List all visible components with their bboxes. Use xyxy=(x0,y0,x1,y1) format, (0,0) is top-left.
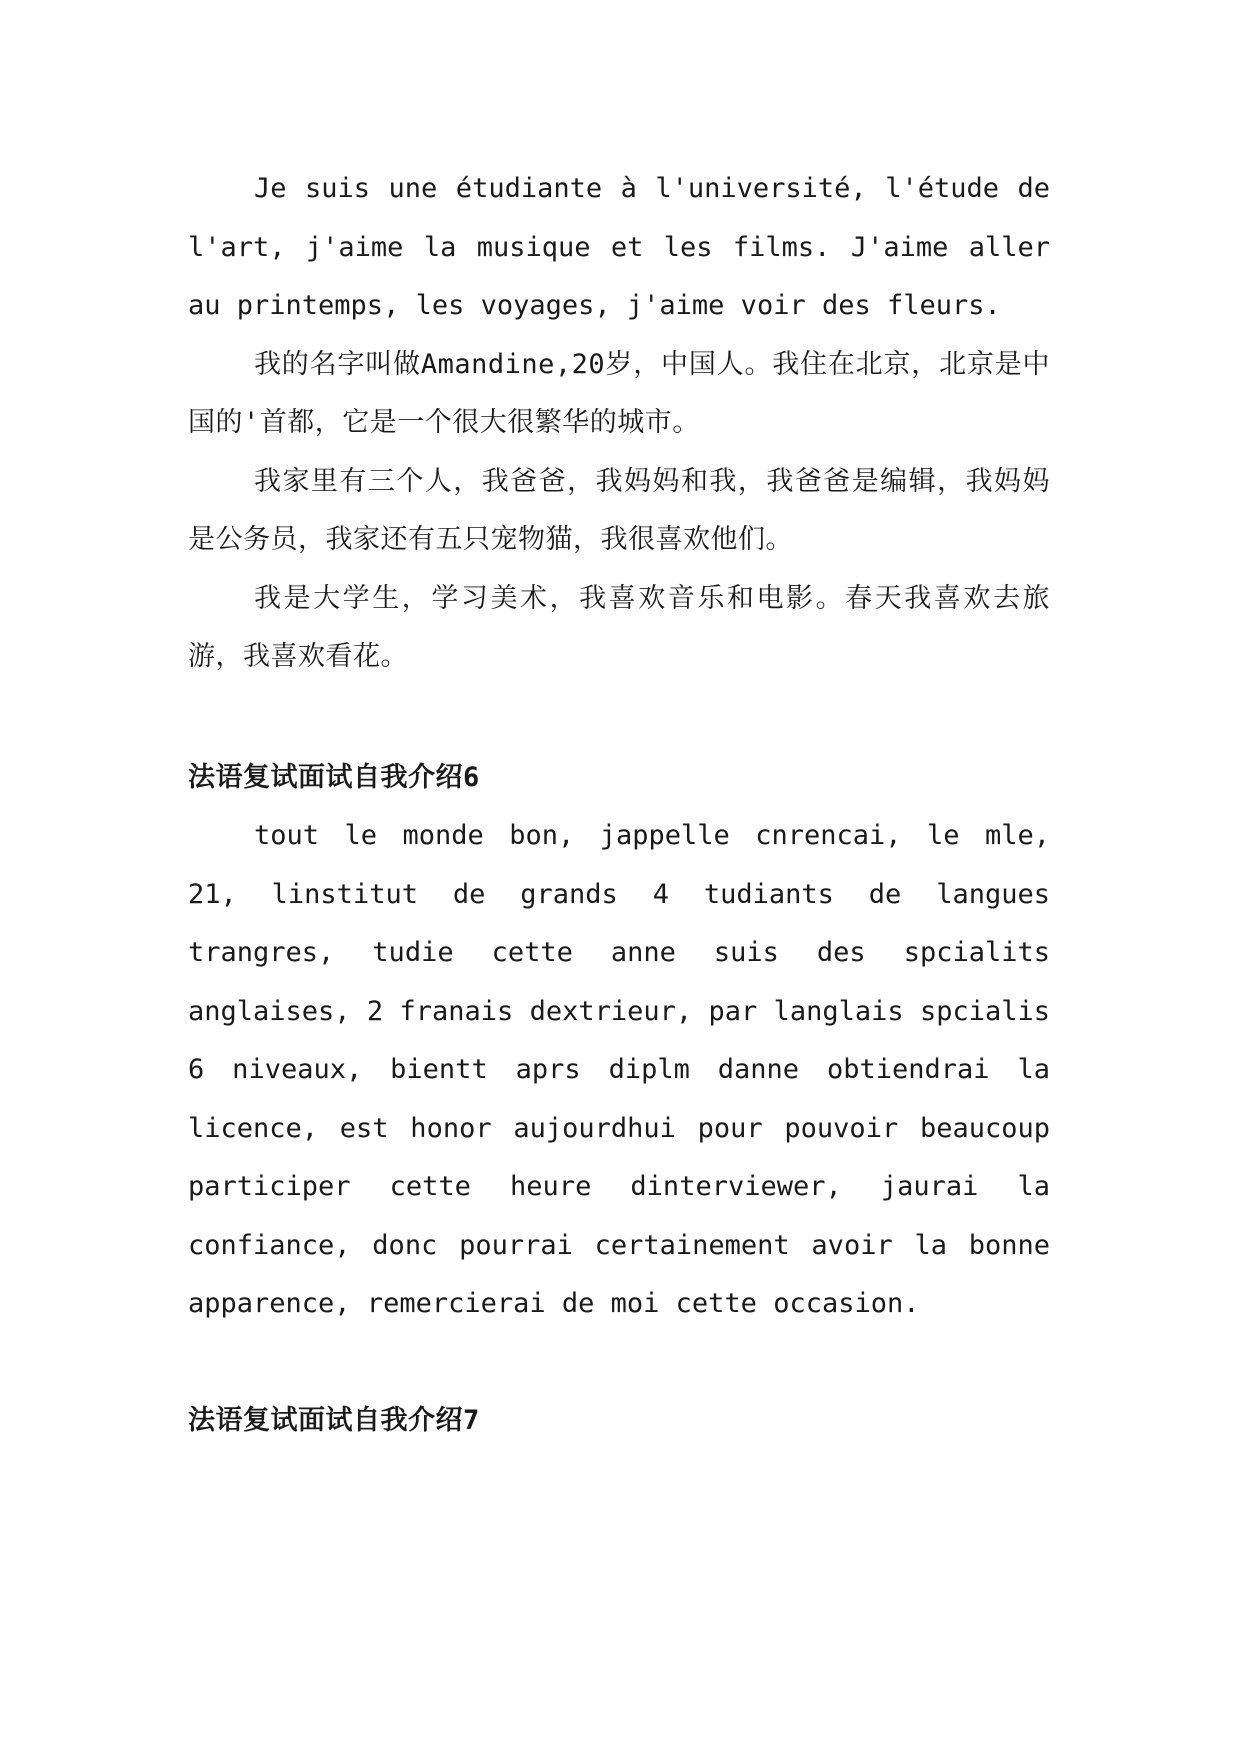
paragraph-family: 我家里有三个人，我爸爸，我妈妈和我，我爸爸是编辑，我妈妈是公务员，我家还有五只宠物猫，我很喜欢他们。 xyxy=(188,465,1050,555)
document-page xyxy=(188,160,1050,1450)
section-heading-7: 法语复试面试自我介绍7 xyxy=(188,1404,480,1436)
paragraph-studies: 我是大学生，学习美术，我喜欢音乐和电影。春天我喜欢去旅游，我喜欢看花。 xyxy=(188,582,1050,672)
paragraph-section-6: tout le monde bon, jappelle cnrencai, le mle, 21, linstitut de grands 4 tudiants de langues trangres, tudie cette anne suis des spcialits anglaises, 2 franais dextrieur, par langlais spcialis 6 niveaux, bientt aprs diplm danne obtiendrai la licence, est honor aujourdhui pour pouvoir beaucoup participer cette heure dinterviewer, jaurai la confiance, donc pourrai certainement avoir la bonne apparence, remercierai de moi cette occasion. xyxy=(188,820,1050,1319)
section-spacer xyxy=(188,1334,1050,1392)
section-heading-6: 法语复试面试自我介绍6 xyxy=(188,761,480,793)
paragraph-name-age: 我的名字叫做Amandine,20岁，中国人。我住在北京，北京是中国的'首都，它是一个很大很繁华的城市。 xyxy=(188,348,1050,438)
section-spacer xyxy=(188,687,1050,749)
paragraph-french-intro: Je suis une étudiante à l'université, l'étude de l'art, j'aime la musique et les films. J'aime aller au printemps, les voyages, j'aime voir des fleurs. xyxy=(188,173,1050,321)
